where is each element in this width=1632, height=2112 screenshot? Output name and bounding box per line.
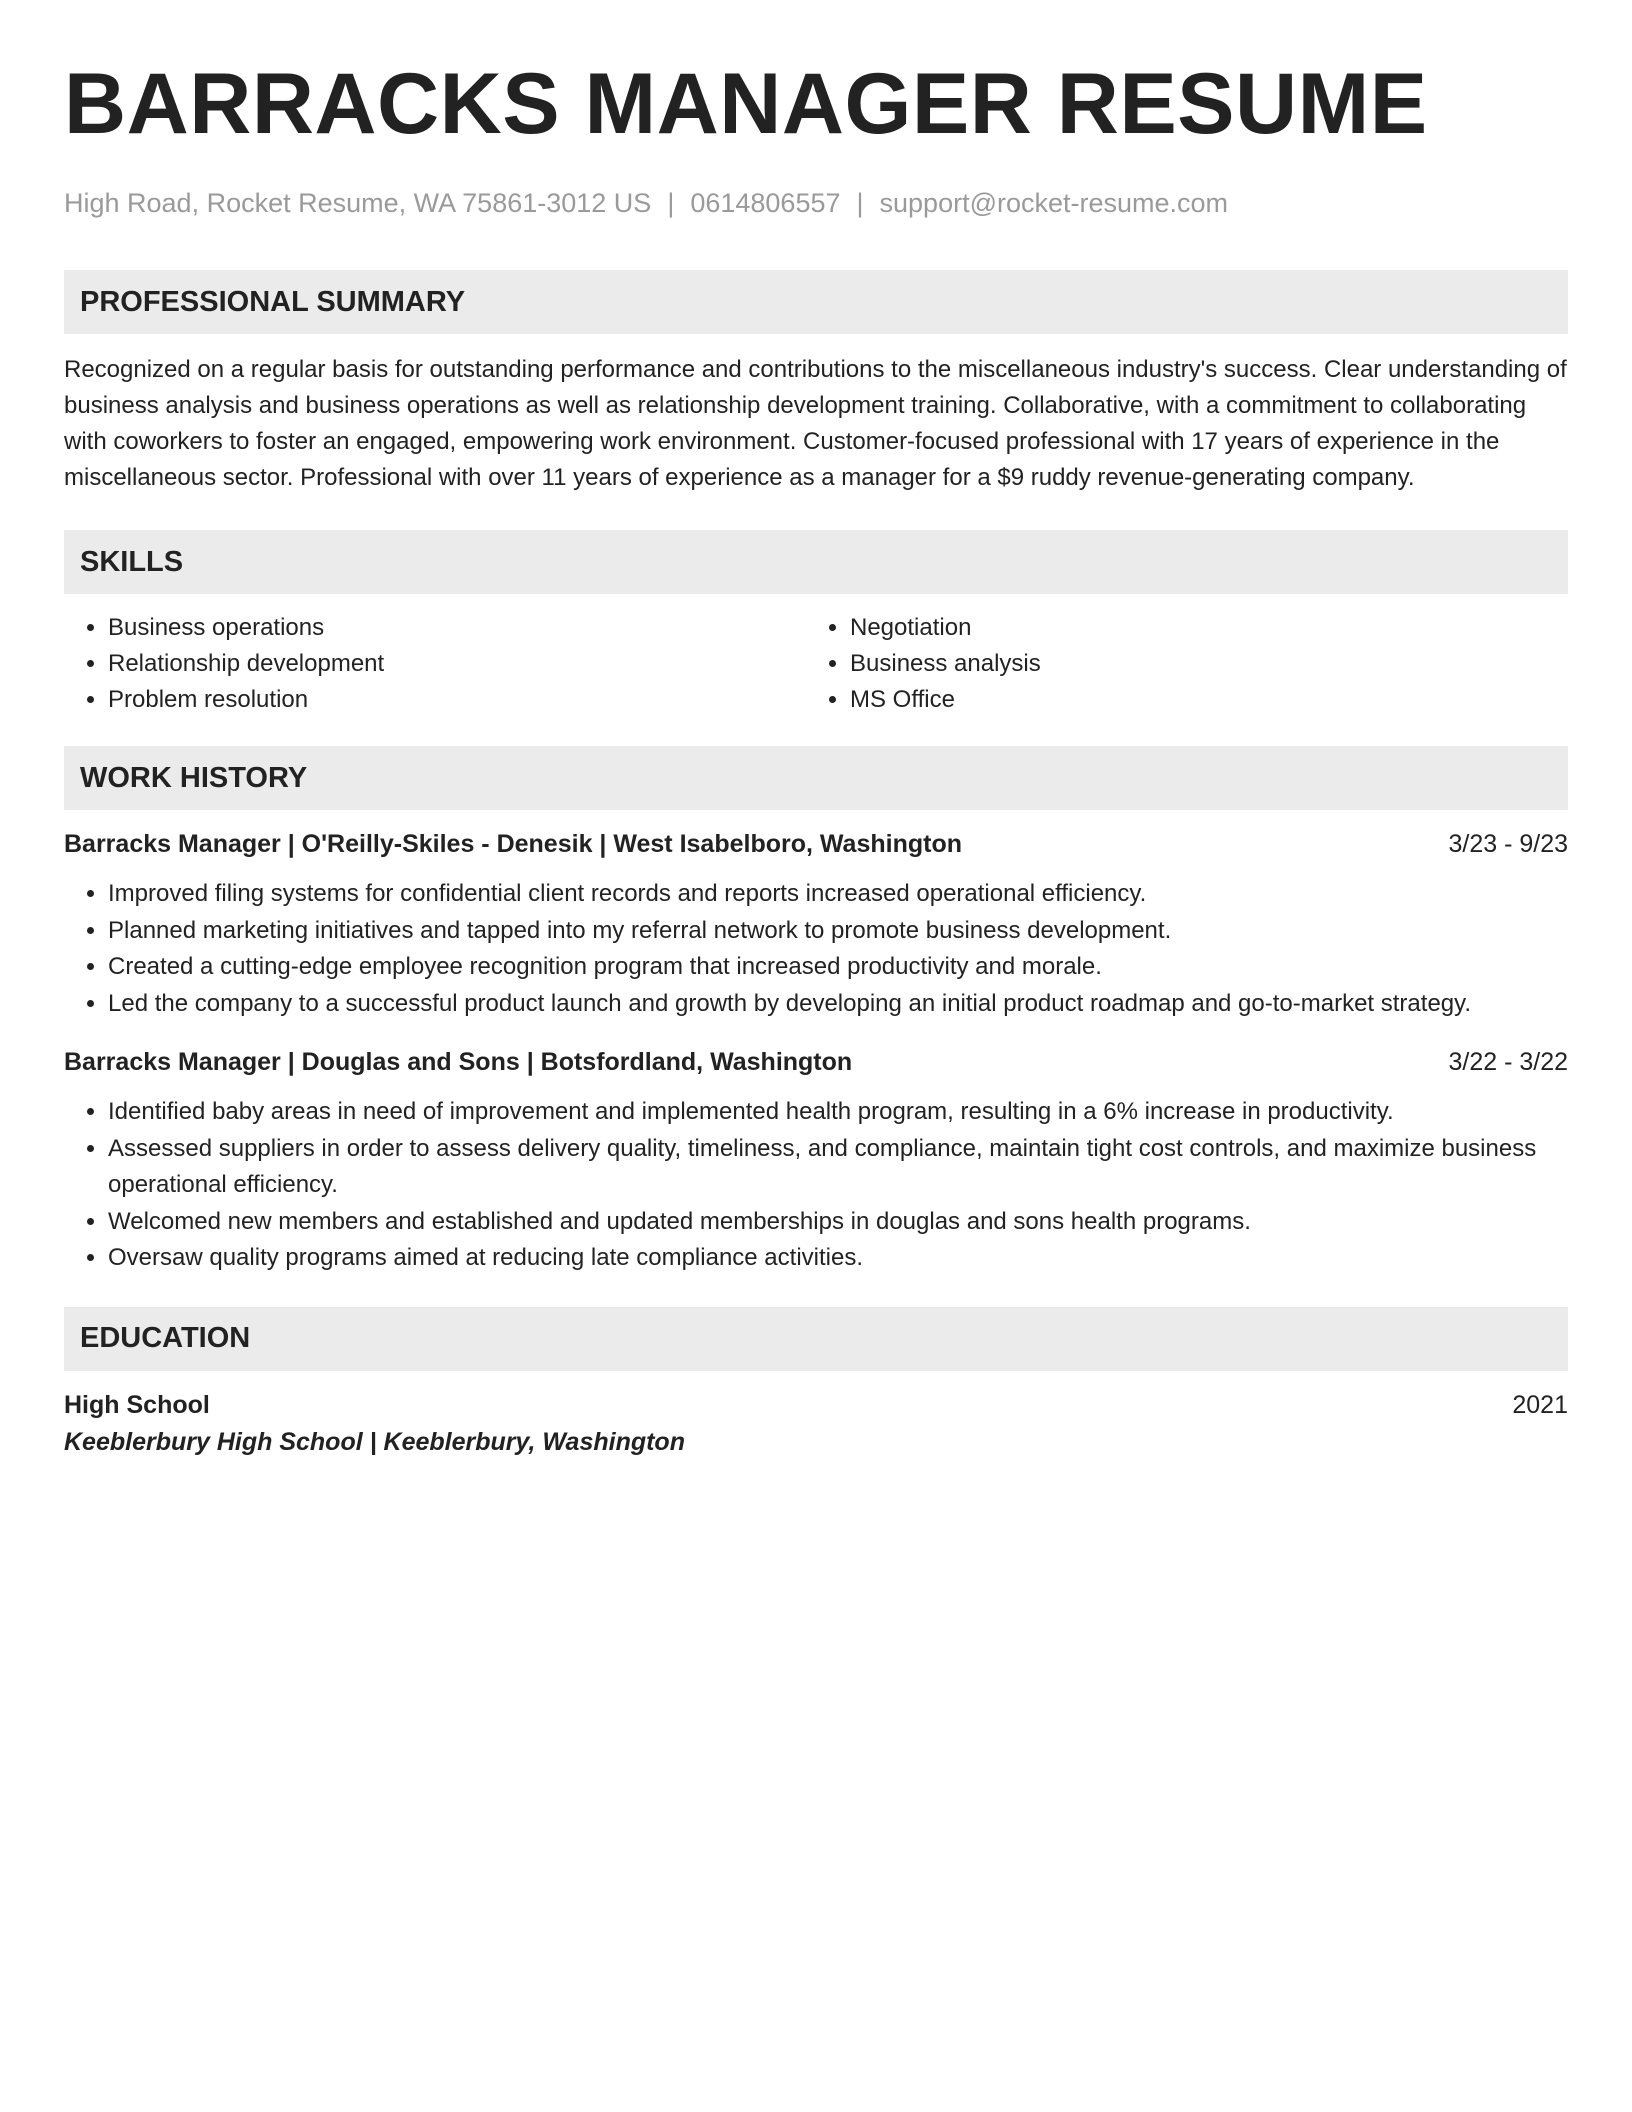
job-bullet: • Oversaw quality programs aimed at reducing late compliance activities. xyxy=(108,1240,1568,1277)
contact-email: support@rocket-resume.com xyxy=(879,188,1229,218)
summary-heading: PROFESSIONAL SUMMARY xyxy=(64,270,1568,334)
job-bullets xyxy=(64,1094,1568,1277)
education-school: Keeblerbury High School | Keeblerbury, Washington xyxy=(64,1427,685,1456)
job-bullet: • Assessed suppliers in order to assess delivery quality, timeliness, and compliance, maintain tight cost controls, and maximize business operational efficiency. xyxy=(108,1131,1568,1204)
job-header xyxy=(64,1044,1568,1080)
contact-separator: | xyxy=(667,188,675,218)
job-dates: 3/22 - 3/22 xyxy=(1448,1048,1568,1076)
summary-text: Recognized on a regular basis for outstanding performance and contributions to the miscellaneous industry's success. Clear understanding of business analysis and business operations as well as relationship development training. Collaborative, with a commitment to collaborating with coworkers to foster an engaged, empowering work environment. Customer-focused professional with 17 years of experience in the miscellaneous sector. Professional with over 11 years of experience as a manager for a $9 ruddy revenue-generating company. xyxy=(64,356,1567,491)
work-history-heading: WORK HISTORY xyxy=(64,746,1568,810)
job-title: Barracks Manager | O'Reilly-Skiles - Denesik | West Isabelboro, Washington xyxy=(64,830,962,858)
job-entry xyxy=(64,826,1568,1022)
skills-heading: SKILLS xyxy=(64,530,1568,594)
education-header xyxy=(64,1387,1568,1423)
skill-item: • Relationship development xyxy=(108,646,806,682)
skill-item: • Problem resolution xyxy=(108,682,806,718)
education-entry xyxy=(64,1387,1568,1461)
contact-separator: | xyxy=(856,188,864,218)
education-degree: High School xyxy=(64,1390,210,1419)
skill-item: • Business operations xyxy=(108,610,806,646)
job-title: Barracks Manager | Douglas and Sons | Botsfordland, Washington xyxy=(64,1048,853,1076)
skill-item: • MS Office xyxy=(850,682,1548,718)
resume-title: BARRACKS MANAGER RESUME xyxy=(64,56,1428,152)
contact-address: High Road, Rocket Resume, WA 75861-3012 US xyxy=(64,188,652,218)
education-year: 2021 xyxy=(1512,1390,1568,1419)
education-heading: EDUCATION xyxy=(64,1307,1568,1371)
job-bullet: • Identified baby areas in need of improvement and implemented health program, resulting in a 6% increase in productivity. xyxy=(108,1094,1568,1131)
job-bullet: • Planned marketing initiatives and tapped into my referral network to promote business development. xyxy=(108,913,1568,950)
skills-column-right xyxy=(806,610,1548,718)
job-bullet: • Led the company to a successful product launch and growth by developing an initial product roadmap and go-to-market strategy. xyxy=(108,986,1568,1023)
resume-content xyxy=(64,56,1568,1461)
job-bullet: • Improved filing systems for confidential client records and reports increased operational efficiency. xyxy=(108,876,1568,913)
skill-item: • Business analysis xyxy=(850,646,1548,682)
job-header xyxy=(64,826,1568,862)
contact-phone: 0614806557 xyxy=(690,188,841,218)
job-bullet: • Welcomed new members and established and updated memberships in douglas and sons health programs. xyxy=(108,1204,1568,1241)
contact-line xyxy=(64,186,1568,220)
skills-column-left xyxy=(64,610,806,718)
job-dates: 3/23 - 9/23 xyxy=(1448,830,1568,858)
skill-item: • Negotiation xyxy=(850,610,1548,646)
job-bullet: • Created a cutting-edge employee recognition program that increased productivity and morale. xyxy=(108,949,1568,986)
job-entry xyxy=(64,1044,1568,1277)
skills-list xyxy=(64,610,1568,718)
job-bullets xyxy=(64,876,1568,1022)
